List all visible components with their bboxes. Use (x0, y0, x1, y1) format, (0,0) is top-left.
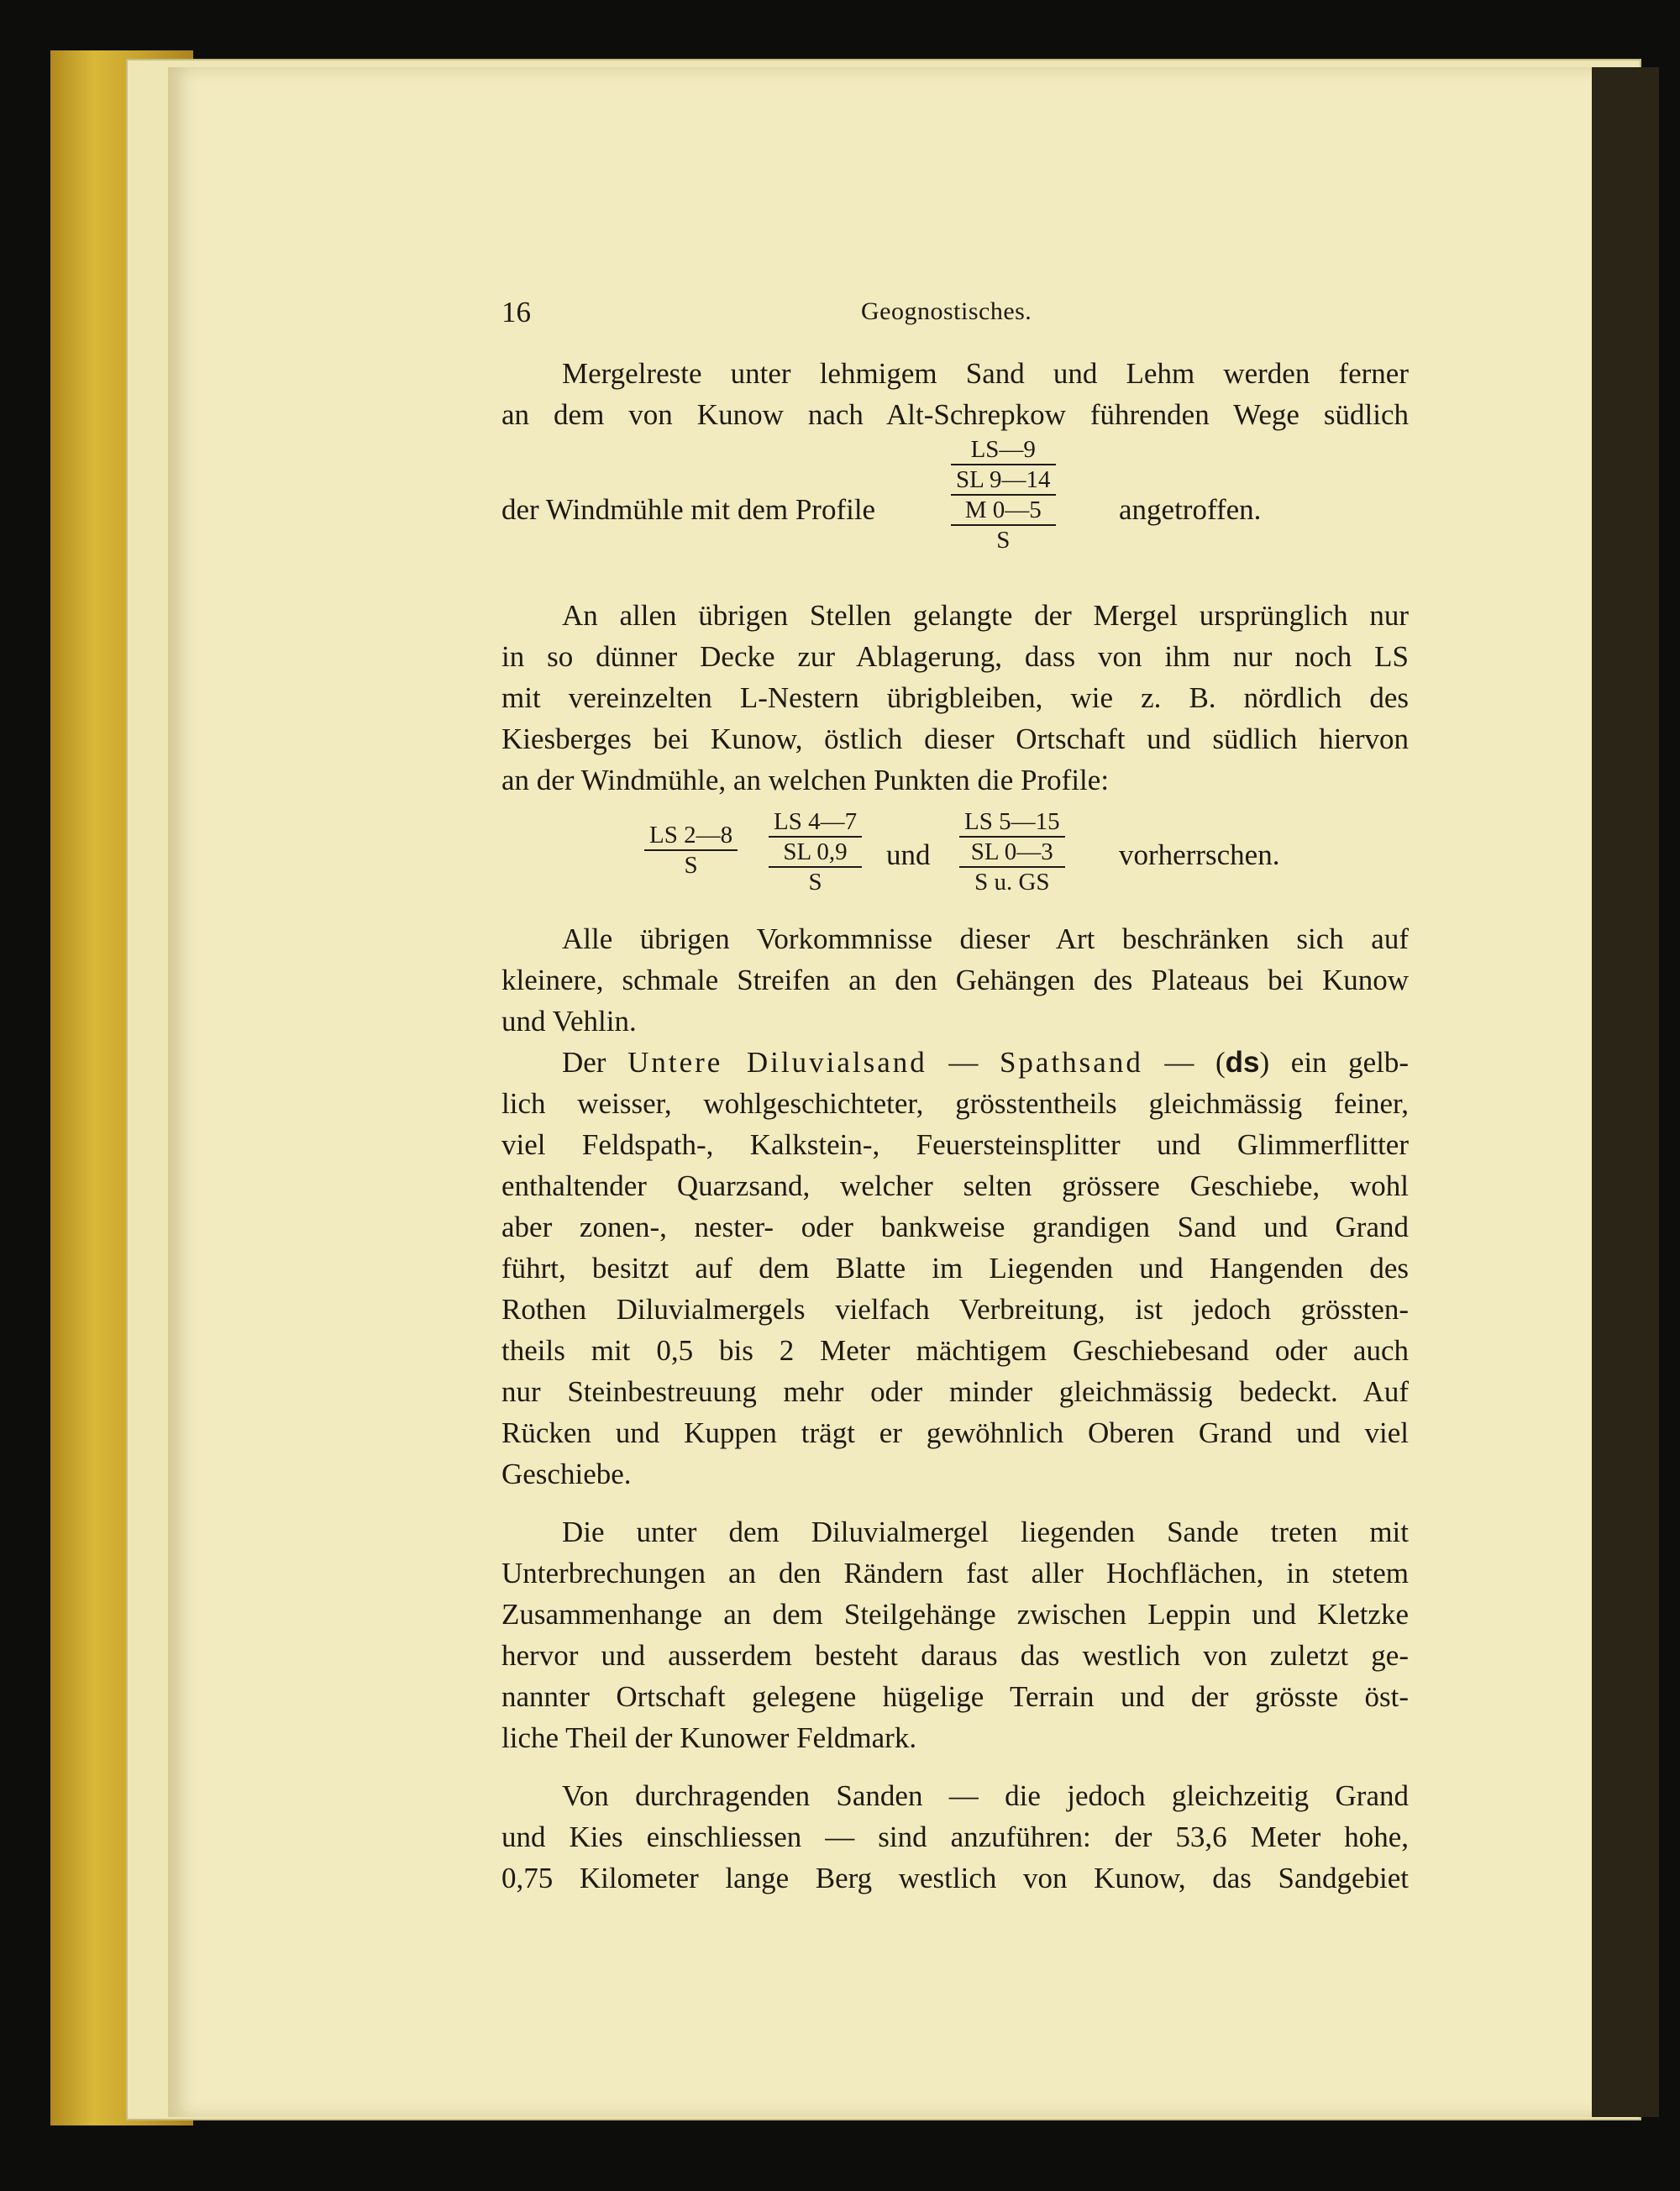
paragraph-line: an der Windmühle, an welchen Punkten die Profile: (501, 764, 1110, 796)
paragraph-line: An allen übrigen Stellen gelangte der Mergel ursprünglich nur (562, 599, 1409, 632)
paragraph-line: viel Feldspath-, Kalkstein-, Feuersteinsplitter und Glimmerflitter (501, 1128, 1409, 1161)
paragraph-line: Zusammenhange an dem Steilgehänge zwischen Leppin und Kletzke (501, 1598, 1409, 1631)
paragraph-line: Kiesberges bei Kunow, östlich dieser Ortschaft und südlich hiervon (501, 722, 1409, 755)
term-spaced: Untere Diluvialsand (627, 1046, 927, 1079)
page-number: 16 (501, 296, 531, 328)
paragraph-line: Die unter dem Diluvialmergel liegenden Sande treten mit (562, 1516, 1409, 1548)
page-gutter (1592, 67, 1659, 2117)
paragraph-line: hervor und ausserdem besteht daraus das westlich von zuletzt ge- (501, 1639, 1409, 1672)
paragraph-line: 0,75 Kilometer lange Berg westlich von Kunow, das Sandgebiet (501, 1862, 1409, 1894)
profile-layer: LS—9 (970, 436, 1036, 463)
paragraph-line: Unterbrechungen an den Rändern fast aller Hochflächen, in stetem (501, 1557, 1409, 1589)
paragraph-line: aber zonen-, nester- oder bankweise grandigen Sand und Grand (501, 1211, 1409, 1243)
profile-fraction (644, 821, 738, 880)
paragraph-line: und Vehlin. (501, 1005, 637, 1038)
paragraph-line: nannter Ortschaft gelegene hügelige Terrain und der grösste öst- (501, 1680, 1409, 1713)
paragraph-line: theils mit 0,5 bis 2 Meter mächtigem Geschiebesand oder auch (501, 1334, 1409, 1367)
paren: ( (1215, 1046, 1226, 1079)
profile-fraction (951, 435, 1056, 554)
profile-layer: LS 2—8 (649, 822, 733, 849)
paragraph-line: angetroffen. (1119, 493, 1262, 526)
paragraph-line: in so dünner Decke zur Ablagerung, dass von ihm nur noch LS (501, 640, 1409, 673)
word: ein gelb- (1290, 1046, 1410, 1079)
word: Der (562, 1046, 606, 1079)
paragraph-line: an dem von Kunow nach Alt-Schrepkow führenden Wege südlich (501, 398, 1409, 431)
profile-layer: SL 9—14 (951, 464, 1056, 494)
profiles-formula (501, 807, 1409, 901)
profile-layer: M 0—5 (951, 494, 1056, 524)
paragraph-line: Mergelreste unter lehmigem Sand und Lehm werden ferner (562, 357, 1409, 390)
paragraph-line: der Windmühle mit dem Profile (501, 493, 876, 526)
paragraph-line: kleinere, schmale Streifen an den Gehängen des Plateaus bei Kunow (501, 964, 1409, 996)
profile-formula (501, 435, 1409, 578)
profile-layer: SL 0—3 (959, 836, 1065, 866)
profile-layer: LS 5—15 (964, 808, 1060, 835)
term-spaced: Spathsand (999, 1046, 1143, 1079)
body-text (501, 353, 1409, 1899)
paragraph-line (501, 1042, 1409, 1083)
paragraph-line: vorherrschen. (1119, 838, 1280, 871)
dash: — (1164, 1046, 1194, 1079)
profile-fraction (959, 807, 1065, 896)
paragraph-line: enthaltender Quarzsand, welcher selten grössere Geschiebe, wohl (501, 1169, 1409, 1202)
paragraph-line: lich weisser, wohlgeschichteter, grösstentheils gleichmässig feiner, (501, 1087, 1409, 1120)
paragraph-line: führt, besitzt auf dem Blatte im Liegenden und Hangenden des (501, 1252, 1409, 1285)
paren: ) (1259, 1046, 1270, 1079)
profile-layer: S u. GS (959, 866, 1065, 896)
map-symbol: ds (1225, 1046, 1260, 1079)
running-head: Geognostisches. (861, 297, 1032, 325)
profile-fraction (769, 807, 862, 896)
profile-layer: S (951, 524, 1056, 554)
dash: — (948, 1046, 979, 1079)
paragraph-line: Rothen Diluvialmergels vielfach Verbreitung, ist jedoch grössten- (501, 1293, 1409, 1326)
paragraph-line: Alle übrigen Vorkommnisse dieser Art beschränken sich auf (562, 922, 1409, 955)
paragraph-line: Geschiebe. (501, 1458, 632, 1490)
profile-layer: S (769, 866, 862, 896)
paragraph-line: nur Steinbestreuung mehr oder minder gleichmässig bedeckt. Auf (501, 1375, 1409, 1408)
conjunction: und (886, 838, 931, 871)
page-header (501, 296, 1409, 334)
paragraph-line: liche Theil der Kunower Feldmark. (501, 1721, 917, 1754)
profile-layer: SL 0,9 (769, 836, 862, 866)
paragraph-line: und Kies einschliessen — sind anzuführen: der 53,6 Meter hohe, (501, 1821, 1409, 1853)
paragraph-line: Von durchragenden Sanden — die jedoch gleichzeitig Grand (562, 1779, 1409, 1812)
profile-layer: LS 4—7 (774, 808, 858, 835)
profile-layer: S (644, 849, 738, 880)
paragraph-line: Rücken und Kuppen trägt er gewöhnlich Oberen Grand und viel (501, 1416, 1409, 1449)
paragraph-line: mit vereinzelten L-Nestern übrigbleiben, wie z. B. nördlich des (501, 681, 1409, 714)
